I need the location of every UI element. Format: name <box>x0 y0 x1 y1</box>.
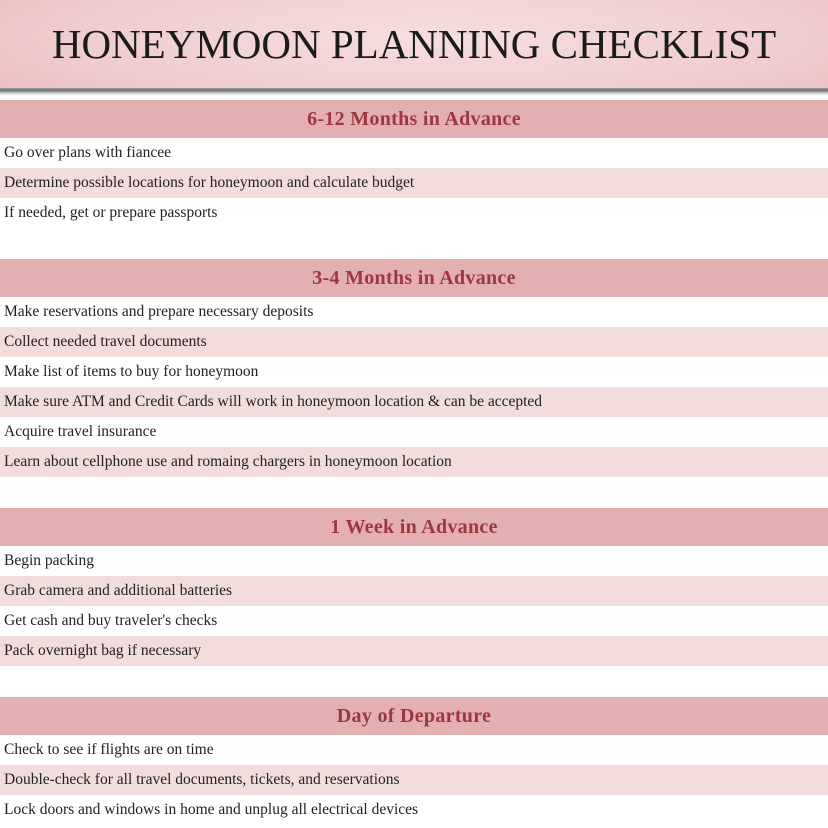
checklist-item <box>0 606 828 636</box>
checklist-item <box>0 576 828 606</box>
checklist-item-text: Make reservations and prepare necessary deposits <box>4 303 314 320</box>
title-divider <box>0 88 828 96</box>
checklist-item-text: Determine possible locations for honeymoon and calculate budget <box>4 174 415 191</box>
checklist-item-text: Lock doors and windows in home and unplug all electrical devices <box>4 801 419 818</box>
section-3-4-months <box>0 259 828 477</box>
checklist-item-text: Make list of items to buy for honeymoon <box>4 363 259 380</box>
checklist-item-text: Grab camera and additional batteries <box>4 582 233 599</box>
checklist-item-text: Make sure ATM and Credit Cards will work in honeymoon location & can be accepted <box>4 393 543 410</box>
checklist-item <box>0 765 828 795</box>
checklist-item-text: Go over plans with fiancee <box>4 144 171 161</box>
title-banner <box>0 0 828 88</box>
checklist-body <box>0 100 828 825</box>
checklist-item-text: Double-check for all travel documents, tickets, and reservations <box>4 771 400 788</box>
checklist-item-text: Check to see if flights are on time <box>4 741 214 758</box>
checklist-item <box>0 417 828 447</box>
checklist-item <box>0 636 828 666</box>
page-title: HONEYMOON PLANNING CHECKLIST <box>51 21 777 67</box>
checklist-item <box>0 735 828 765</box>
checklist-item <box>0 387 828 417</box>
checklist-item <box>0 447 828 477</box>
checklist-item-text: Pack overnight bag if necessary <box>4 642 202 659</box>
section-heading: Day of Departure <box>0 697 828 735</box>
checklist-item <box>0 546 828 576</box>
checklist-item-text: Begin packing <box>4 552 94 569</box>
section-heading: 6-12 Months in Advance <box>0 100 828 138</box>
checklist-item-text: Acquire travel insurance <box>4 423 157 440</box>
checklist-item <box>0 297 828 327</box>
section-heading: 1 Week in Advance <box>0 508 828 546</box>
checklist-item <box>0 168 828 198</box>
checklist-item <box>0 327 828 357</box>
checklist-item-text: Learn about cellphone use and romaing chargers in honeymoon location <box>4 453 452 470</box>
checklist-item <box>0 357 828 387</box>
section-day-of-departure <box>0 697 828 825</box>
section-6-12-months <box>0 100 828 228</box>
checklist-item-text: If needed, get or prepare passports <box>4 204 218 221</box>
checklist-item <box>0 795 828 825</box>
checklist-item <box>0 198 828 228</box>
checklist-item-text: Get cash and buy traveler's checks <box>4 612 218 629</box>
checklist-item-text: Collect needed travel documents <box>4 333 207 350</box>
section-heading: 3-4 Months in Advance <box>0 259 828 297</box>
checklist-item <box>0 138 828 168</box>
section-1-week <box>0 508 828 666</box>
